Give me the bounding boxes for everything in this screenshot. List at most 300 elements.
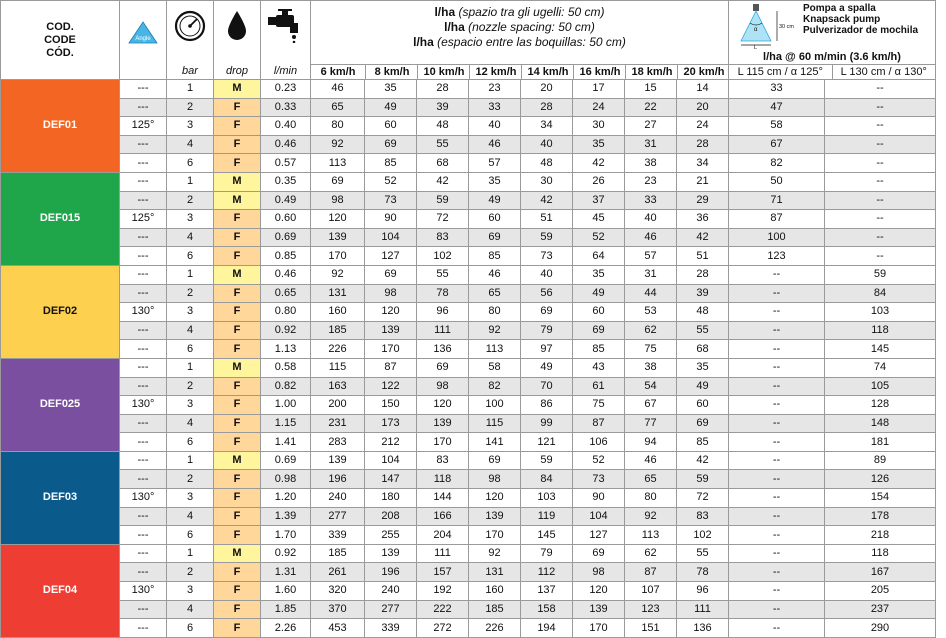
lha-cell: 35 <box>573 135 625 154</box>
lha-cell: 69 <box>469 228 521 247</box>
angle-cell: --- <box>120 526 167 545</box>
pump-cell: 47 <box>729 98 825 117</box>
speed-header-7: 18 km/h <box>625 64 678 79</box>
bar-cell: 1 <box>167 172 214 191</box>
lha-cell: 40 <box>521 265 573 284</box>
svg-text:L: L <box>754 45 758 49</box>
lha-cell: 69 <box>365 135 417 154</box>
lha-cell: 24 <box>677 117 729 136</box>
lha-cell: 21 <box>677 172 729 191</box>
table-row <box>1 582 936 601</box>
pump-cell: -- <box>825 80 936 99</box>
pump-columns <box>729 64 935 79</box>
lha-cell: 90 <box>573 489 625 508</box>
table-row <box>1 377 936 396</box>
lha-cell: 73 <box>365 191 417 210</box>
lha-cell: 196 <box>311 470 365 489</box>
lha-cell: 120 <box>417 396 469 415</box>
speed-header-5: 14 km/h <box>521 64 574 79</box>
table-row <box>1 600 936 619</box>
lha-cell: 139 <box>469 507 521 526</box>
lha-cell: 69 <box>311 172 365 191</box>
pump-cell: -- <box>729 582 825 601</box>
drop-cell: F <box>214 117 261 136</box>
bar-cell: 1 <box>167 451 214 470</box>
lha-cell: 139 <box>365 321 417 340</box>
water-drop-icon <box>214 9 260 43</box>
table-body <box>1 80 936 638</box>
drop-cell: F <box>214 135 261 154</box>
lha-cell: 85 <box>677 433 729 452</box>
lha-cell: 240 <box>311 489 365 508</box>
pump-cell: -- <box>729 470 825 489</box>
lha-cell: 65 <box>469 284 521 303</box>
lha-cell: 136 <box>417 340 469 359</box>
pump-cell: -- <box>825 172 936 191</box>
flow-cell: 0.23 <box>261 80 311 99</box>
angle-cell: --- <box>120 284 167 303</box>
lha-cell: 77 <box>625 414 677 433</box>
lha-cell: 73 <box>573 470 625 489</box>
pump-label-en: Knapsack pump <box>803 14 881 25</box>
pump-label <box>803 3 918 36</box>
angle-cell: --- <box>120 414 167 433</box>
lha-cell: 38 <box>625 154 677 173</box>
nozzle-code-cell: DEF01 <box>1 80 120 173</box>
lha-cell: 52 <box>365 172 417 191</box>
drop-cell: M <box>214 358 261 377</box>
lha-cell: 339 <box>311 526 365 545</box>
lha-cell: 180 <box>365 489 417 508</box>
lha-title-it: l/ha (spazio tra gli ugelli: 50 cm) <box>434 5 605 19</box>
pump-cell: 178 <box>825 507 936 526</box>
table-row <box>1 544 936 563</box>
lha-cell: 112 <box>521 563 573 582</box>
lha-cell: 92 <box>311 135 365 154</box>
lha-cell: 51 <box>521 210 573 229</box>
table-row <box>1 247 936 266</box>
angle-cell: --- <box>120 451 167 470</box>
lha-cell: 42 <box>521 191 573 210</box>
pump-cell: 118 <box>825 544 936 563</box>
lha-cell: 22 <box>625 98 677 117</box>
lha-cell: 92 <box>311 265 365 284</box>
pump-cell: -- <box>729 526 825 545</box>
lha-cell: 90 <box>365 210 417 229</box>
pump-cell: -- <box>825 117 936 136</box>
lha-cell: 31 <box>625 265 677 284</box>
drop-cell: F <box>214 154 261 173</box>
pump-label-es: Pulverizador de mochila <box>803 25 919 36</box>
lha-cell: 107 <box>625 582 677 601</box>
speed-header-1: 6 km/h <box>311 64 365 79</box>
lha-cell: 122 <box>365 377 417 396</box>
bar-cell: 6 <box>167 433 214 452</box>
lha-cell: 72 <box>417 210 469 229</box>
lha-cell: 42 <box>677 228 729 247</box>
flow-cell: 1.60 <box>261 582 311 601</box>
lha-cell: 44 <box>625 284 677 303</box>
lha-cell: 98 <box>469 470 521 489</box>
lha-cell: 29 <box>677 191 729 210</box>
lha-cell: 123 <box>625 600 677 619</box>
pump-cell: 237 <box>825 600 936 619</box>
lha-cell: 98 <box>365 284 417 303</box>
lha-cell: 40 <box>625 210 677 229</box>
lha-cell: 120 <box>365 303 417 322</box>
flow-cell: 1.31 <box>261 563 311 582</box>
lha-cell: 55 <box>677 544 729 563</box>
lha-cell: 28 <box>521 98 573 117</box>
lha-cell: 59 <box>417 191 469 210</box>
lha-cell: 170 <box>417 433 469 452</box>
lha-cell: 62 <box>625 321 677 340</box>
lha-cell: 283 <box>311 433 365 452</box>
flow-cell: 0.98 <box>261 470 311 489</box>
lha-cell: 20 <box>521 80 573 99</box>
lha-cell: 36 <box>677 210 729 229</box>
lha-cell: 28 <box>677 135 729 154</box>
angle-cell: 125° <box>120 210 167 229</box>
lha-cell: 98 <box>311 191 365 210</box>
svg-text:α: α <box>754 27 758 33</box>
lha-cell: 115 <box>469 414 521 433</box>
lha-cell: 131 <box>311 284 365 303</box>
lha-cell: 43 <box>573 358 625 377</box>
pump-cell: 84 <box>825 284 936 303</box>
lha-cell: 83 <box>677 507 729 526</box>
pump-cell: 105 <box>825 377 936 396</box>
code-header-line-2: CODE <box>44 33 76 46</box>
lha-cell: 46 <box>469 265 521 284</box>
nozzle-code-cell: DEF02 <box>1 265 120 358</box>
table-row <box>1 470 936 489</box>
lha-cell: 118 <box>417 470 469 489</box>
flow-cell: 1.85 <box>261 600 311 619</box>
lha-cell: 26 <box>573 172 625 191</box>
lha-cell: 45 <box>573 210 625 229</box>
flow-cell: 0.85 <box>261 247 311 266</box>
lha-cell: 87 <box>365 358 417 377</box>
pump-cell: 74 <box>825 358 936 377</box>
pump-cell: -- <box>729 433 825 452</box>
lha-cell: 42 <box>573 154 625 173</box>
lha-cell: 49 <box>469 191 521 210</box>
drop-cell: M <box>214 265 261 284</box>
pump-cell: -- <box>729 396 825 415</box>
lha-cell: 39 <box>677 284 729 303</box>
lha-cell: 102 <box>677 526 729 545</box>
lha-cell: 69 <box>573 321 625 340</box>
flow-cell: 0.33 <box>261 98 311 117</box>
flow-cell: 0.82 <box>261 377 311 396</box>
drop-label: drop <box>225 65 249 77</box>
bar-cell: 1 <box>167 358 214 377</box>
lha-cell: 24 <box>573 98 625 117</box>
lha-cell: 55 <box>417 265 469 284</box>
drop-cell: M <box>214 172 261 191</box>
bar-cell: 3 <box>167 117 214 136</box>
flow-cell: 1.39 <box>261 507 311 526</box>
speed-header-8: 20 km/h <box>677 64 729 79</box>
lha-cell: 65 <box>311 98 365 117</box>
lha-cell: 35 <box>469 172 521 191</box>
lha-cell: 139 <box>573 600 625 619</box>
pump-cell: -- <box>729 303 825 322</box>
lha-cell: 46 <box>625 228 677 247</box>
lha-cell: 92 <box>469 321 521 340</box>
lha-cell: 38 <box>625 358 677 377</box>
pump-cell: 103 <box>825 303 936 322</box>
lha-cell: 57 <box>625 247 677 266</box>
lha-cell: 85 <box>469 247 521 266</box>
pump-cell: -- <box>729 265 825 284</box>
angle-cell: --- <box>120 172 167 191</box>
lha-cell: 56 <box>521 284 573 303</box>
lha-title-es: l/ha (espacio entre las boquillas: 50 cm) <box>413 35 626 49</box>
pump-cell: -- <box>729 507 825 526</box>
flow-cell: 0.58 <box>261 358 311 377</box>
lha-cell: 55 <box>677 321 729 340</box>
lha-cell: 144 <box>417 489 469 508</box>
bar-label: bar <box>182 65 198 77</box>
pressure-gauge-icon <box>167 9 213 43</box>
bar-cell: 3 <box>167 396 214 415</box>
lha-cell: 67 <box>625 396 677 415</box>
flow-cell: 1.20 <box>261 489 311 508</box>
lha-cell: 120 <box>469 489 521 508</box>
lha-cell: 139 <box>417 414 469 433</box>
bar-cell: 2 <box>167 470 214 489</box>
lha-cell: 33 <box>625 191 677 210</box>
flow-cell: 0.46 <box>261 265 311 284</box>
angle-cell: --- <box>120 358 167 377</box>
angle-cell: --- <box>120 544 167 563</box>
nozzle-code-cell: DEF015 <box>1 172 120 265</box>
lha-cell: 111 <box>677 600 729 619</box>
lha-cell: 185 <box>311 321 365 340</box>
lha-cell: 69 <box>417 358 469 377</box>
pump-cell: 89 <box>825 451 936 470</box>
lha-cell: 58 <box>469 358 521 377</box>
nozzle-code-cell: DEF025 <box>1 358 120 451</box>
pump-cell: -- <box>729 451 825 470</box>
lha-cell: 272 <box>417 619 469 638</box>
lha-header <box>311 1 729 80</box>
lha-cell: 141 <box>469 433 521 452</box>
flow-cell: 1.00 <box>261 396 311 415</box>
pump-cell: 181 <box>825 433 936 452</box>
pump-col-130: L 130 cm / α 130° <box>840 66 927 78</box>
table-row <box>1 80 936 99</box>
lha-cell: 53 <box>625 303 677 322</box>
lha-cell: 170 <box>573 619 625 638</box>
lha-cell: 163 <box>311 377 365 396</box>
bar-cell: 3 <box>167 303 214 322</box>
lha-cell: 170 <box>311 247 365 266</box>
drop-cell: F <box>214 210 261 229</box>
lha-cell: 255 <box>365 526 417 545</box>
bar-cell: 2 <box>167 284 214 303</box>
lha-cell: 120 <box>311 210 365 229</box>
lha-cell: 28 <box>677 265 729 284</box>
table-row <box>1 340 936 359</box>
lha-cell: 113 <box>469 340 521 359</box>
table-row <box>1 303 936 322</box>
table-row <box>1 265 936 284</box>
lha-cell: 185 <box>469 600 521 619</box>
angle-cell: --- <box>120 563 167 582</box>
lha-cell: 145 <box>521 526 573 545</box>
bar-cell: 4 <box>167 414 214 433</box>
lha-cell: 35 <box>677 358 729 377</box>
table-row <box>1 228 936 247</box>
lha-cell: 23 <box>625 172 677 191</box>
lha-cell: 166 <box>417 507 469 526</box>
lha-cell: 79 <box>521 544 573 563</box>
pump-cell: 145 <box>825 340 936 359</box>
pump-col-115: L 115 cm / α 125° <box>729 65 833 79</box>
lha-cell: 92 <box>625 507 677 526</box>
lha-cell: 98 <box>573 563 625 582</box>
drop-cell: F <box>214 396 261 415</box>
lha-cell: 139 <box>311 451 365 470</box>
pump-cell: -- <box>729 544 825 563</box>
lha-cell: 62 <box>625 544 677 563</box>
lha-cell: 212 <box>365 433 417 452</box>
table-row <box>1 451 936 470</box>
bar-cell: 1 <box>167 80 214 99</box>
drop-cell: M <box>214 80 261 99</box>
table-row <box>1 154 936 173</box>
lha-cell: 127 <box>365 247 417 266</box>
lha-cell: 60 <box>573 303 625 322</box>
pump-cell: -- <box>825 228 936 247</box>
pump-cell: 58 <box>729 117 825 136</box>
bar-cell: 6 <box>167 340 214 359</box>
lha-cell: 73 <box>521 247 573 266</box>
angle-cell: --- <box>120 377 167 396</box>
angle-header <box>120 1 167 80</box>
lha-cell: 92 <box>469 544 521 563</box>
pump-cell: -- <box>825 247 936 266</box>
pump-cell: 218 <box>825 526 936 545</box>
pump-cell: 87 <box>729 210 825 229</box>
lha-cell: 136 <box>677 619 729 638</box>
nozzle-code-cell: DEF03 <box>1 451 120 544</box>
pump-cell: -- <box>825 154 936 173</box>
lha-cell: 33 <box>469 98 521 117</box>
drop-cell: F <box>214 470 261 489</box>
table-row <box>1 526 936 545</box>
lha-cell: 60 <box>677 396 729 415</box>
lha-cell: 453 <box>311 619 365 638</box>
drop-cell: F <box>214 228 261 247</box>
lha-cell: 121 <box>521 433 573 452</box>
lha-cell: 82 <box>469 377 521 396</box>
speed-header-3: 10 km/h <box>417 64 470 79</box>
lha-cell: 277 <box>365 600 417 619</box>
pump-cell: -- <box>825 191 936 210</box>
drop-cell: M <box>214 451 261 470</box>
lha-cell: 68 <box>677 340 729 359</box>
lha-cell: 15 <box>625 80 677 99</box>
angle-cell: --- <box>120 80 167 99</box>
table-row <box>1 563 936 582</box>
pump-cell: -- <box>825 98 936 117</box>
flow-cell: 0.57 <box>261 154 311 173</box>
drop-cell: F <box>214 377 261 396</box>
lha-cell: 60 <box>469 210 521 229</box>
flow-cell: 0.60 <box>261 210 311 229</box>
lha-cell: 46 <box>311 80 365 99</box>
lha-cell: 139 <box>311 228 365 247</box>
lha-cell: 370 <box>311 600 365 619</box>
lha-cell: 97 <box>521 340 573 359</box>
flow-cell: 1.70 <box>261 526 311 545</box>
lha-cell: 49 <box>677 377 729 396</box>
lha-cell: 96 <box>417 303 469 322</box>
lha-cell: 20 <box>677 98 729 117</box>
lmin-label: l/min <box>273 65 298 77</box>
flow-cell: 0.65 <box>261 284 311 303</box>
lha-cell: 70 <box>521 377 573 396</box>
bar-cell: 2 <box>167 377 214 396</box>
lha-cell: 137 <box>521 582 573 601</box>
lha-cell: 37 <box>573 191 625 210</box>
bar-cell: 4 <box>167 135 214 154</box>
lha-cell: 277 <box>311 507 365 526</box>
lha-cell: 98 <box>417 377 469 396</box>
lha-cell: 103 <box>521 489 573 508</box>
table-row <box>1 117 936 136</box>
lha-cell: 30 <box>521 172 573 191</box>
pump-subtitle: l/ha @ 60 m/min (3.6 km/h) <box>763 51 901 63</box>
lha-cell: 139 <box>365 544 417 563</box>
lha-cell: 55 <box>417 135 469 154</box>
bar-cell: 6 <box>167 247 214 266</box>
pump-cell: -- <box>729 600 825 619</box>
lha-cell: 94 <box>625 433 677 452</box>
speed-header-4: 12 km/h <box>469 64 522 79</box>
lha-cell: 80 <box>469 303 521 322</box>
lha-cell: 59 <box>521 228 573 247</box>
lha-cell: 83 <box>417 451 469 470</box>
lha-cell: 87 <box>573 414 625 433</box>
flow-cell: 0.69 <box>261 451 311 470</box>
pump-cell: 128 <box>825 396 936 415</box>
pump-cell: 33 <box>729 80 825 99</box>
lha-cell: 80 <box>311 117 365 136</box>
drop-cell: F <box>214 600 261 619</box>
lha-cell: 96 <box>677 582 729 601</box>
lha-cell: 28 <box>417 80 469 99</box>
angle-cell: 125° <box>120 117 167 136</box>
pump-cell: -- <box>729 619 825 638</box>
pump-cell: -- <box>729 321 825 340</box>
pump-cell: -- <box>825 135 936 154</box>
lha-cell: 240 <box>365 582 417 601</box>
lha-cell: 196 <box>365 563 417 582</box>
lha-cell: 52 <box>573 451 625 470</box>
lha-cell: 106 <box>573 433 625 452</box>
drop-cell: F <box>214 582 261 601</box>
table-row <box>1 135 936 154</box>
knapsack-pump-header <box>729 1 936 80</box>
flow-cell: 1.15 <box>261 414 311 433</box>
lha-cell: 157 <box>417 563 469 582</box>
lha-cell: 60 <box>365 117 417 136</box>
